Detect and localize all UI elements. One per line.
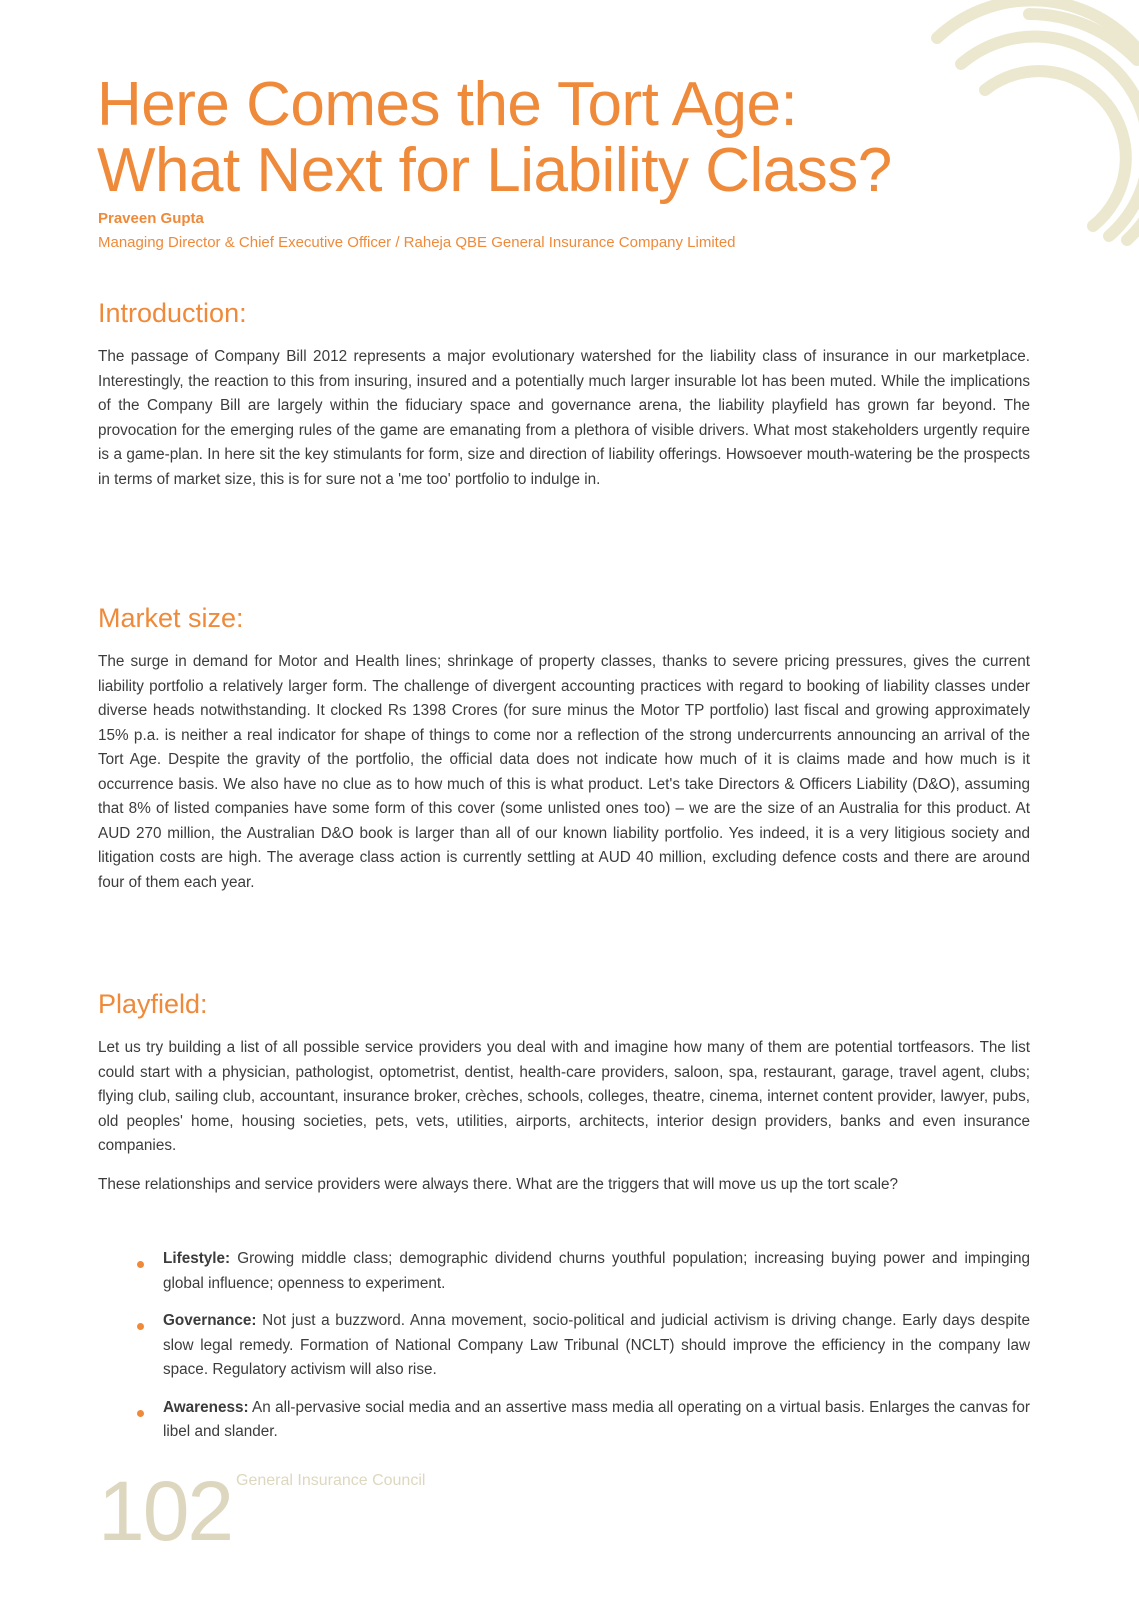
- list-item: [98, 1309, 1030, 1383]
- list-item: [98, 1396, 1030, 1445]
- bullet-dot-icon: [137, 1410, 144, 1417]
- trigger-list: [98, 1247, 1030, 1445]
- playfield-section: [98, 988, 1030, 1458]
- publication-name: General Insurance Council: [236, 1472, 426, 1489]
- introduction-heading: Introduction:: [98, 298, 247, 328]
- page-title-line-1: Here Comes the Tort Age:: [97, 70, 798, 139]
- author-name: Praveen Gupta: [98, 210, 204, 227]
- market-size-paragraph: The surge in demand for Motor and Health lines; shrinkage of property classes, thanks to severe pricing pressures, gives the current liability portfolio a relatively larger form. The challenge of divergent accounting practices with regard to booking of liability classes under diverse heads notwithstanding. It clocked Rs 1398 Crores (for sure minus the Motor TP portfolio) last fiscal and growing approximately 15% p.a. is neither a real indicator for shape of things to come nor a reflection of the strong undercurrents announcing an arrival of the Tort Age. Despite the gravity of the portfolio, the official data does not indicate how much of it is claims made and how much is it occurrence basis. We also have no clue as to how much of this is what product. Let's take Directors & Officers Liability (D&O), assuming that 8% of listed companies have some form of this cover (some unlisted ones too) – we are the size of an Australia for this product. At AUD 270 million, the Australian D&O book is larger than all of our known liability portfolio. Yes indeed, it is a very litigious society and litigation costs are high. The average class action is currently settling at AUD 40 million, excluding defence costs and there are around four of them each year.: [98, 653, 1030, 891]
- bullet-text: Growing middle class; demographic dividend churns youthful population; increasing buying power and impinging global influence; openness to experiment.: [163, 1250, 1030, 1292]
- author-role: Managing Director & Chief Executive Officer / Raheja QBE General Insurance Company Limited: [98, 234, 736, 251]
- bullet-dot-icon: [137, 1323, 144, 1330]
- bullet-label: Governance:: [163, 1312, 257, 1329]
- playfield-heading: Playfield:: [98, 989, 208, 1019]
- playfield-paragraph-1: Let us try building a list of all possible service providers you deal with and imagine how many of them are potential tortfeasors. The list could start with a physician, pathologist, optometrist, dentist, health-care providers, saloon, spa, restaurant, garage, travel agent, clubs; flying club, sailing club, accountant, insurance broker, crèches, schools, colleges, theatre, cinema, internet content provider, lawyer, pubs, old peoples' home, housing societies, pets, vets, utilities, airports, architects, interior design providers, banks and even insurance companies.: [98, 1039, 1030, 1154]
- playfield-paragraph-2: These relationships and service providers were always there. What are the triggers that will move us up the tort scale?: [98, 1175, 899, 1193]
- page-title-line-2: What Next for Liability Class?: [97, 136, 892, 205]
- introduction-section: [98, 297, 1030, 492]
- page-title: [97, 72, 957, 204]
- bullet-label: Awareness:: [163, 1398, 249, 1416]
- page-number: 102: [98, 1464, 233, 1558]
- bullet-label: Lifestyle:: [163, 1250, 231, 1267]
- list-item: [98, 1247, 1030, 1296]
- bullet-text: Not just a buzzword. Anna movement, socio-political and judicial activism is driving change. Early days despite slow legal remedy. Formation of National Company Law Tribunal (NCLT) should improve the efficiency in the company law space. Regulatory activism will also rise.: [163, 1312, 1030, 1378]
- bullet-text: An all-pervasive social media and an assertive mass media all operating on a virtual basis. Enlarges the canvas for libel and slander.: [163, 1398, 1030, 1440]
- market-size-heading: Market size:: [98, 603, 244, 633]
- introduction-paragraph: The passage of Company Bill 2012 represents a major evolutionary watershed for the liability class of insurance in our marketplace. Interestingly, the reaction to this from insuring, insured and a potentially much larger insurable lot has been muted. While the implications of the Company Bill are largely within the fiduciary space and governance arena, the liability playfield has grown far beyond. The provocation for the emerging rules of the game are emanating from a plethora of visible drivers. What most stakeholders urgently require is a game-plan. In here sit the key stimulants for form, size and direction of liability offerings. Howsoever mouth-watering be the prospects in terms of market size, this is for sure not a 'me too' portfolio to indulge in.: [98, 348, 1030, 488]
- bullet-dot-icon: [137, 1261, 144, 1268]
- market-size-section: [98, 602, 1030, 895]
